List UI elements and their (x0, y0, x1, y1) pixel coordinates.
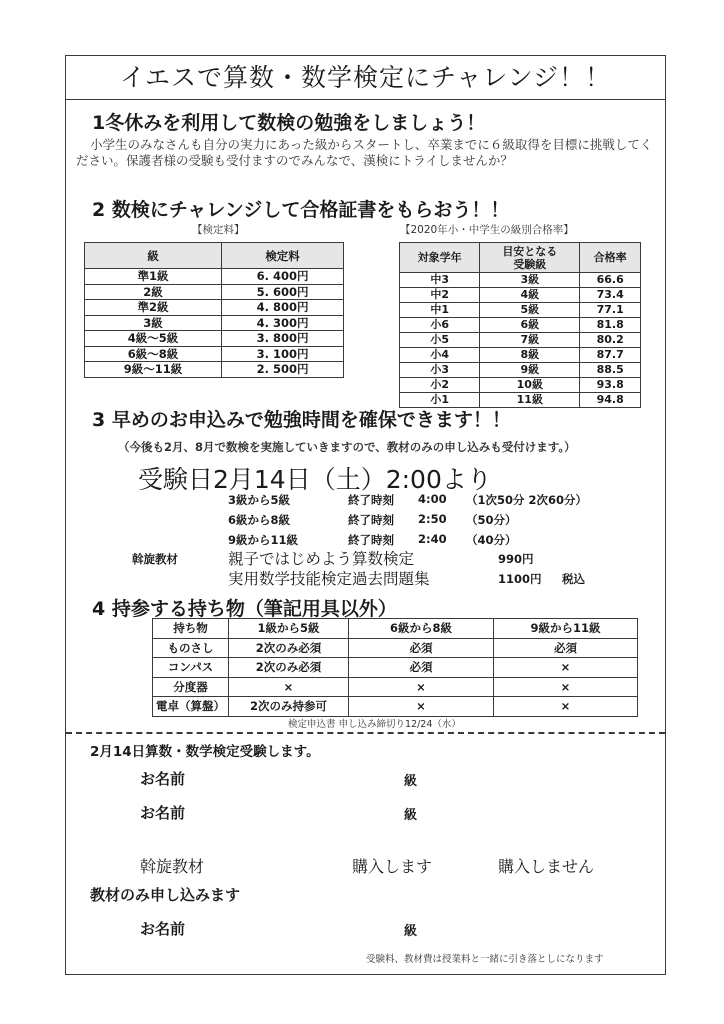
rate-year: 小2 (400, 378, 480, 393)
fee-amount: 4. 800円 (222, 300, 344, 316)
form-grade-label[interactable]: 級 (404, 924, 418, 939)
rate-value: 73.4 (580, 288, 641, 303)
section1-heading: 1冬休みを利用して数検の勉強をしましょう！ (92, 112, 486, 134)
rates-header-school-year: 対象学年 (400, 243, 480, 273)
item-cell: × (494, 658, 638, 678)
item-cell: × (494, 677, 638, 697)
fee-grade: 6級～8級 (85, 346, 222, 362)
cut-line (66, 732, 665, 734)
table-row (85, 269, 344, 285)
table-header-row (153, 619, 638, 639)
table-row (85, 362, 344, 378)
fee-grade: 準1級 (85, 269, 222, 285)
table-row (153, 638, 638, 658)
fee-grade: 2級 (85, 284, 222, 300)
schedule-label: 終了時刻 (348, 533, 394, 547)
rate-grade: 10級 (480, 378, 580, 393)
schedule-levels: 6級から8級 (228, 513, 291, 527)
item-cell: 必須 (494, 638, 638, 658)
material-price: 990円 (498, 552, 534, 566)
item-cell: 必須 (349, 658, 494, 678)
form-materials-label: 斡旋教材 (140, 857, 205, 876)
form-name-label[interactable]: お名前 (140, 804, 186, 822)
item-cell: × (349, 697, 494, 717)
buy-option[interactable]: 購入します (352, 857, 433, 876)
section1-body: 小学生のみなさんも自分の実力にあった級からスタートし、卒業までに６級取得を目標に挑戦してください。保護者様の受験も受付ますのでみんなで、漢検にトライしませんか？ (76, 137, 653, 168)
schedule-label: 終了時刻 (348, 493, 394, 507)
rate-year: 中3 (400, 273, 480, 288)
form-grade-label[interactable]: 級 (404, 808, 418, 823)
form-grade-label[interactable]: 級 (404, 774, 418, 789)
table-row (400, 333, 641, 348)
rate-year: 小3 (400, 363, 480, 378)
rate-grade: 8級 (480, 348, 580, 363)
schedule-time: 2:50 (418, 512, 447, 526)
fees-header-fee: 検定料 (222, 243, 344, 269)
table-row (400, 348, 641, 363)
form-name-label[interactable]: お名前 (140, 920, 186, 938)
item-name: 分度器 (153, 677, 229, 697)
rate-year: 小6 (400, 318, 480, 333)
flyer-frame (65, 55, 666, 975)
rate-value: 66.6 (580, 273, 641, 288)
table-row (85, 315, 344, 331)
no-buy-option[interactable]: 購入しません (498, 857, 595, 876)
item-cell: 2次のみ必須 (229, 658, 349, 678)
fee-amount: 6. 400円 (222, 269, 344, 285)
materials-only-heading: 教材のみ申し込みます (90, 886, 241, 904)
item-cell: 2次のみ必須 (229, 638, 349, 658)
rates-caption: 【2020年小・中学生の級別合格率】 (400, 224, 574, 236)
rate-grade: 4級 (480, 288, 580, 303)
schedule-time: 4:00 (418, 492, 447, 506)
page-title: イエスで算数・数学検定にチャレンジ！！ (66, 56, 665, 100)
item-cell: × (494, 697, 638, 717)
fees-caption: 【検定料】 (192, 224, 245, 236)
item-cell: × (349, 677, 494, 697)
rates-header-line1: 目安となる (502, 244, 558, 258)
rate-grade: 9級 (480, 363, 580, 378)
table-row (400, 378, 641, 393)
table-row (85, 331, 344, 347)
rate-grade: 3級 (480, 273, 580, 288)
section3-heading: 3 早めのお申込みで勉強時間を確保できます！！ (92, 409, 511, 431)
fee-amount: 3. 100円 (222, 346, 344, 362)
billing-note: 受験料、教材費は授業料と一緒に引き落としになります (366, 954, 604, 965)
rate-value: 93.8 (580, 378, 641, 393)
fee-amount: 2. 500円 (222, 362, 344, 378)
fee-amount: 4. 300円 (222, 315, 344, 331)
table-row (153, 697, 638, 717)
rate-value: 88.5 (580, 363, 641, 378)
schedule-levels: 3級から5級 (228, 493, 291, 507)
items-header: 9級から11級 (494, 619, 638, 639)
table-row (85, 300, 344, 316)
schedule-duration: （40分） (466, 533, 517, 547)
rate-year: 小5 (400, 333, 480, 348)
rate-year: 小4 (400, 348, 480, 363)
table-row (400, 363, 641, 378)
table-row (400, 318, 641, 333)
rate-grade: 7級 (480, 333, 580, 348)
items-table (152, 618, 638, 717)
items-header: 1級から5級 (229, 619, 349, 639)
section4-heading: 4 持参する持ち物（筆記用具以外） (92, 598, 397, 620)
schedule-duration: （1次50分 2次60分） (466, 493, 588, 507)
rate-value: 94.8 (580, 393, 641, 408)
items-header: 持ち物 (153, 619, 229, 639)
rate-year: 中1 (400, 303, 480, 318)
item-name: ものさし (153, 638, 229, 658)
fees-header-grade: 級 (85, 243, 222, 269)
table-row (400, 288, 641, 303)
form-name-label[interactable]: お名前 (140, 770, 186, 788)
fee-grade: 準2級 (85, 300, 222, 316)
rate-value: 87.7 (580, 348, 641, 363)
rate-grade: 6級 (480, 318, 580, 333)
rate-value: 77.1 (580, 303, 641, 318)
application-deadline: 検定申込書 申し込み締切り12/24（水） (288, 719, 461, 730)
exam-date: 受験日2月14日（土）2:00より (138, 465, 492, 494)
fee-amount: 5. 600円 (222, 284, 344, 300)
table-row (153, 677, 638, 697)
rate-year: 小1 (400, 393, 480, 408)
fee-grade: 9級～11級 (85, 362, 222, 378)
materials-label: 斡旋教材 (132, 552, 178, 566)
rate-value: 81.8 (580, 318, 641, 333)
table-row (400, 303, 641, 318)
section2-heading: 2 数検にチャレンジして合格証書をもらおう！！ (92, 199, 510, 221)
table-row (85, 346, 344, 362)
fee-amount: 3. 800円 (222, 331, 344, 347)
rate-grade: 11級 (480, 393, 580, 408)
material-name: 親子ではじめよう算数検定 (228, 550, 415, 568)
pass-rates-table (399, 242, 641, 408)
material-tax-note: 税込 (562, 572, 585, 586)
schedule-time: 2:40 (418, 532, 447, 546)
item-name: 電卓（算盤） (153, 697, 229, 717)
schedule-levels: 9級から11級 (228, 533, 299, 547)
form-heading: 2月14日算数・数学検定受験します。 (90, 744, 320, 760)
item-cell: 必須 (349, 638, 494, 658)
item-cell: × (229, 677, 349, 697)
fee-grade: 4級～5級 (85, 331, 222, 347)
material-price: 1100円 (498, 572, 542, 586)
schedule-duration: （50分） (466, 513, 517, 527)
schedule-label: 終了時刻 (348, 513, 394, 527)
rates-header-line2: 受験級 (513, 257, 547, 271)
table-row (153, 658, 638, 678)
rate-value: 80.2 (580, 333, 641, 348)
fee-grade: 3級 (85, 315, 222, 331)
item-name: コンパス (153, 658, 229, 678)
fees-table (84, 242, 344, 378)
table-row (85, 284, 344, 300)
rates-header-pass-rate: 合格率 (580, 243, 641, 273)
item-cell: 2次のみ持参可 (229, 697, 349, 717)
section3-note: （今後も2月、8月で数検を実施していきますので、教材のみの申し込みも受付けます。） (118, 440, 576, 454)
items-header: 6級から8級 (349, 619, 494, 639)
rates-header-target-grade (480, 243, 580, 273)
rate-year: 中2 (400, 288, 480, 303)
rate-grade: 5級 (480, 303, 580, 318)
table-row (400, 273, 641, 288)
material-name: 実用数学技能検定過去問題集 (228, 570, 430, 588)
